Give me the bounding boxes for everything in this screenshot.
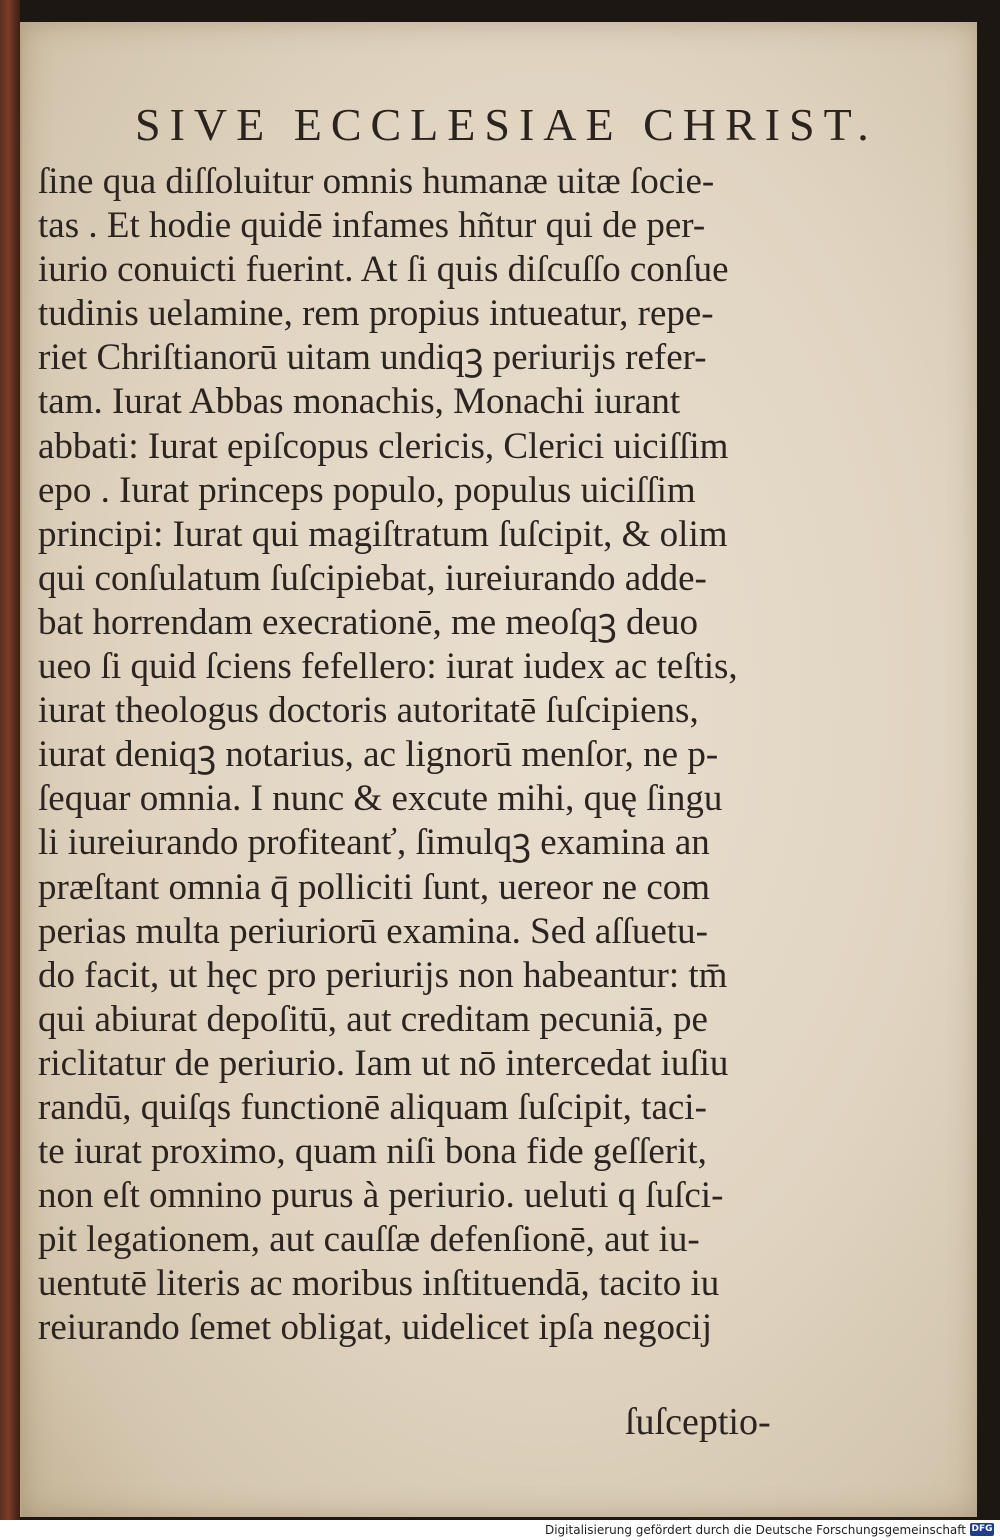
- text-line: uentutē literis ac moribus inſtituendā, tacito iu: [38, 1263, 720, 1305]
- text-line: tas . Et hodie quidē infames hñtur qui de per-: [38, 205, 706, 247]
- text-line: præſtant omnia q̄ polliciti ſunt, uereor ne com: [38, 866, 711, 908]
- text-line: riet Chriſtianorū uitam undiqꝫ periurijs refer-: [38, 337, 707, 379]
- text-line: perias multa periuriorū examina. Sed aſſuetu-: [38, 910, 708, 952]
- text-line: abbati: Iurat epiſcopus clericis, Clerici uiciſſim: [38, 425, 729, 467]
- text-line: epo . Iurat princeps populo, populus uiciſſim: [38, 469, 696, 511]
- text-line: ueo ſi quid ſciens fefellero: iurat iudex ac teſtis,: [38, 646, 738, 688]
- text-line: te iurat proximo, quam niſi bona fide geſſerit,: [38, 1131, 707, 1173]
- text-line: qui conſulatum ſuſcipiebat, iureiurando adde-: [38, 557, 707, 599]
- text-line: riclitatur de periurio. Iam ut nō intercedat iuſiu: [38, 1042, 729, 1084]
- catchword: ſuſceptio-: [625, 1401, 771, 1443]
- text-line: tudinis uelamine, rem propius intueatur, repe-: [38, 293, 714, 335]
- text-line: do facit, ut hęc pro periurijs non habeantur: tm̄: [38, 954, 728, 996]
- text-line: reiurando ſemet obligat, uidelicet ipſa negocij: [38, 1307, 712, 1349]
- running-head: SIVE ECCLESIAE CHRIST.: [135, 99, 878, 150]
- text-line: ſequar omnia. I nunc & excute mihi, quę ſingu: [38, 778, 723, 820]
- text-line: qui abiurat depoſitū, aut creditam pecuniā, pe: [38, 998, 708, 1040]
- text-line: randū, quiſqs functionē aliquam ſuſcipit, taci-: [38, 1086, 707, 1128]
- text-line: iurat theologus doctoris autoritatē ſuſcipiens,: [38, 690, 699, 732]
- text-line: non eſt omnino purus à periurio. ueluti q ſuſci-: [38, 1175, 724, 1217]
- text-line: iurat deniqꝫ notarius, ac lignorū menſor, ne p-: [38, 734, 719, 776]
- text-line: ſine qua diſſoluitur omnis humanæ uitæ ſocie-: [38, 161, 715, 202]
- text-line: li iureiurando profiteanť, ſimulqꝫ examina an: [38, 822, 710, 864]
- text-line: iurio conuicti fuerint. At ſi quis diſcuſſo conſue: [38, 249, 729, 291]
- text-line: pit legationem, aut cauſſæ defenſionē, aut iu-: [38, 1219, 700, 1261]
- text-line: tam. Iurat Abbas monachis, Monachi iurant: [38, 381, 681, 423]
- text-line: principi: Iurat qui magiſtratum ſuſcipit, & olim: [38, 513, 728, 555]
- footer-credit: Digitalisierung gefördert durch die Deutsche Forschungsgemeinschaft: [544, 1523, 966, 1537]
- book-spine: [0, 0, 20, 1540]
- dfg-logo: DFG: [971, 1524, 993, 1534]
- text-line: bat horrendam execrationē, me meoſqꝫ deuo: [38, 601, 698, 643]
- body-text: [38, 160, 828, 1351]
